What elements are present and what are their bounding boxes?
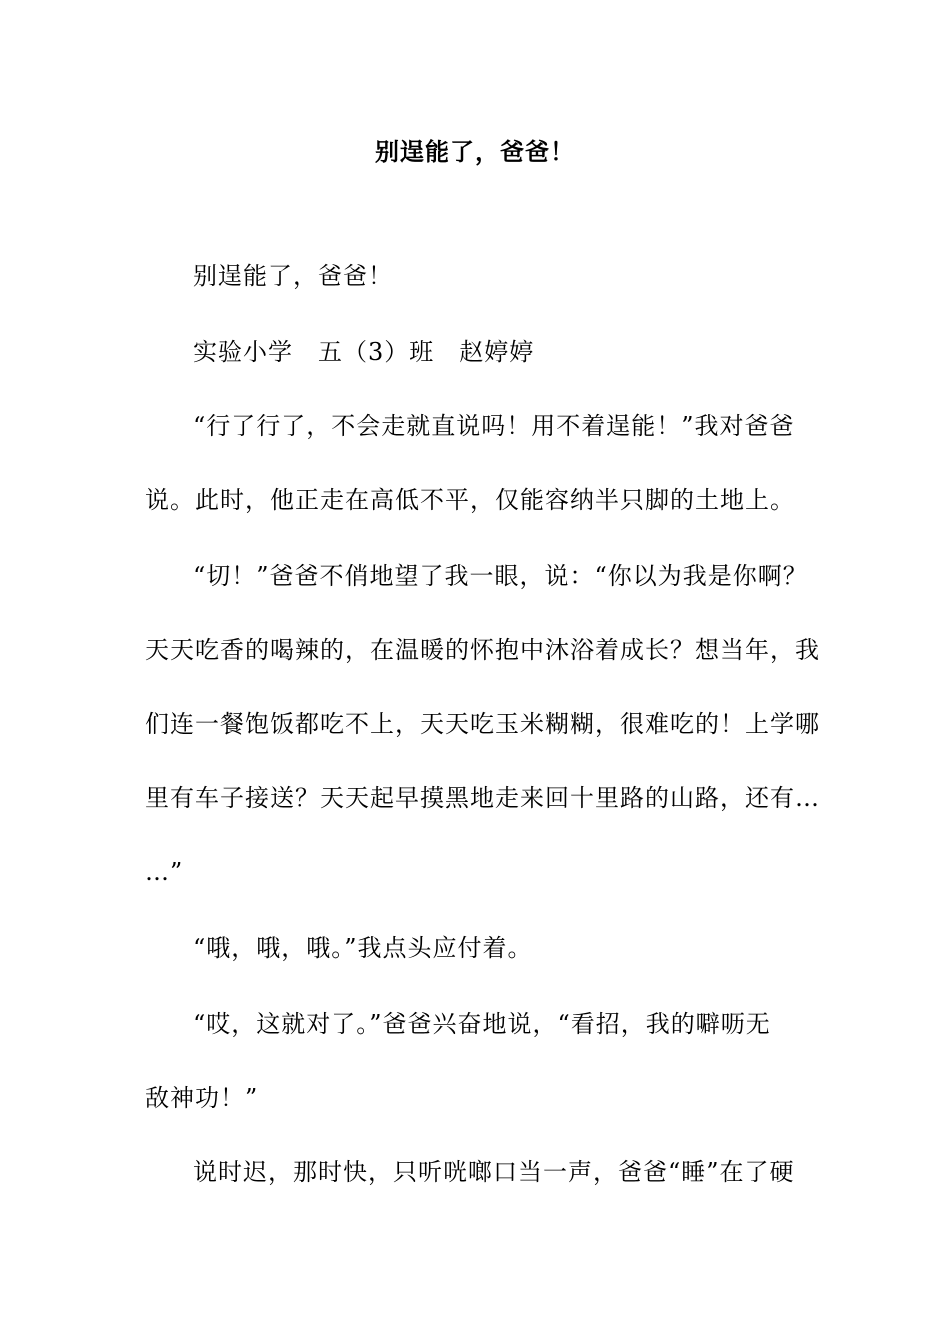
paragraph-line: …” [145,858,184,886]
paragraph-line: 说时迟，那时快，只听咣啷口当一声，爸爸“睡”在了硬 [193,1158,795,1186]
paragraph-line: 里有车子接送？天天起早摸黑地走来回十里路的山路，还有… [145,784,820,812]
paragraph-line: 敌神功！” [145,1084,259,1112]
paragraph-line: 天天吃香的喝辣的，在温暖的怀抱中沐浴着成长？想当年，我 [145,636,820,664]
paragraph-line: “行了行了，不会走就直说吗！用不着逞能！”我对爸爸 [193,412,795,440]
author-line: 实验小学 五（3）班 赵婷婷 [193,338,535,366]
paragraph-line: “哦，哦，哦。”我点头应付着。 [193,934,533,962]
paragraph-line: 说。此时，他正走在高低不平，仅能容纳半只脚的土地上。 [145,486,795,514]
paragraph-line: “哎，这就对了。”爸爸兴奋地说，“看招，我的噼呖无 [193,1010,771,1038]
heading-line: 别逞能了，爸爸！ [193,262,393,290]
document-title: 别逞能了，爸爸！ [375,138,575,166]
paragraph-line: “切！”爸爸不俏地望了我一眼，说：“你以为我是你啊？ [193,562,808,590]
paragraph-line: 们连一餐饱饭都吃不上，天天吃玉米糊糊，很难吃的！上学哪 [145,710,820,738]
